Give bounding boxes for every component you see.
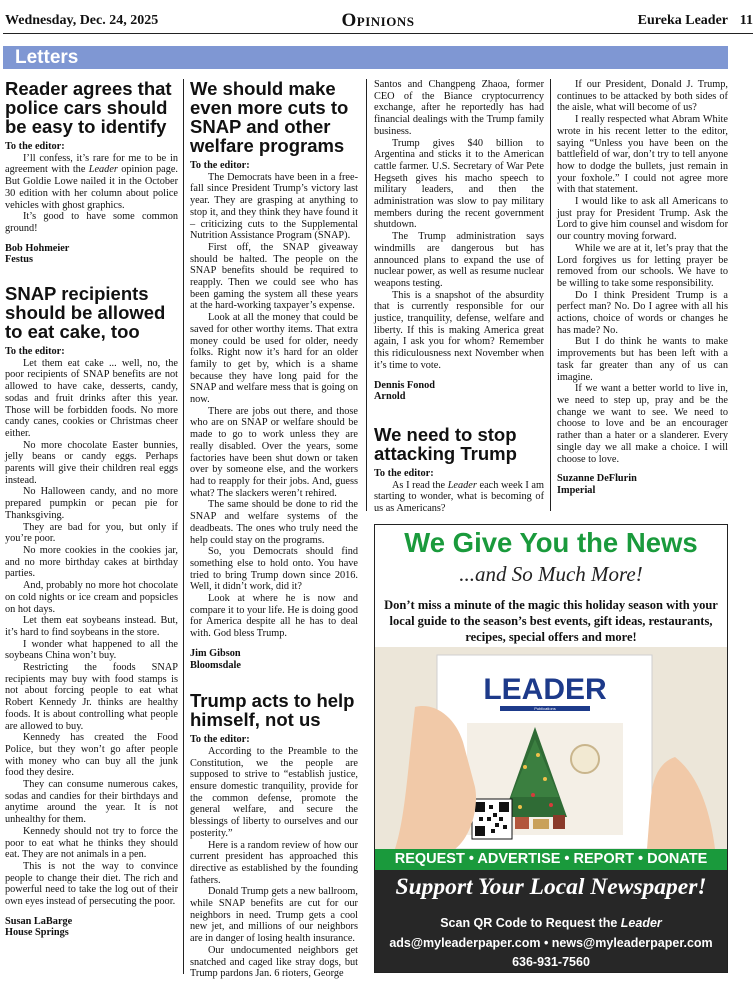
paragraph: I really respected what Abram White wrote in his recent letter to the editor, saying “Unless you have been on the battlefield of war, don’t try to tell anyone how to dodge the bullets, just remain in your foxhole.” I could not agree more with that statement.: [557, 114, 728, 196]
column-2: [190, 79, 358, 980]
paragraph: There are jobs out there, and those who are on SNAP or welfare should be made to go to work unless they are really disabled. Over the years, some factories have been shut down or taken over by someone else, and the workers had to reapply for their jobs. And, guess what? The slackers weren’t rehired.: [190, 405, 358, 499]
letter-headline: Reader agrees that police cars should be easy to identify: [5, 78, 172, 137]
paragraph: Look at all the money that could be saved for other worthy items. That extra money could be used for older, needy folks. Right now it’s hard for an older family to get by, which is a shame because they have long paid for the SNAP and welfare mess that is going on now.: [190, 312, 358, 406]
scan-qr-text: Scan QR Code to Request the Leader: [440, 916, 662, 930]
ad-body: Don’t miss a minute of the magic this holiday season with your local guide to the season’s best events, gift ideas, restaurants, recipes, special offers and more!: [384, 598, 718, 644]
paragraph: I would like to ask all Americans to just pray for President Trump. Ask the Lord to give him counsel and wisdom for our country moving forward.: [557, 196, 728, 243]
salutation: To the editor:: [374, 467, 434, 479]
paragraph: This is not the way to convince people to change their diet. The rich and powerful need to take the log out of their own eyes instead of persecuting the poor.: [5, 860, 178, 908]
paragraph: As I read the Leader each week I am starting to wonder, what is becoming of us as Americans?: [374, 479, 544, 515]
signature-town: Arnold: [374, 391, 406, 403]
ad-photo: [375, 647, 727, 849]
paragraph: Look at where he is now and compare it to your life. He is doing good for America despite all he has to deal with. God bless Trump.: [190, 593, 358, 640]
contact-phone[interactable]: 636-931-7560: [512, 955, 590, 969]
paragraph: I wonder what happened to all the soybeans China won’t buy.: [5, 638, 178, 662]
letter-headline: We should make even more cuts to SNAP and other welfare programs: [190, 78, 349, 156]
signature-town: Bloomsdale: [190, 659, 241, 671]
paragraph: I’ll confess, it’s rare for me to be in agreement with the Leader opinion page. But Goldie Lowe nailed it in the October 30 edition with her column about police vehicles with ghost graphics.: [5, 152, 178, 211]
signature-town: House Springs: [5, 927, 69, 939]
column-3: [374, 79, 544, 515]
banner-label: Letters: [15, 47, 79, 68]
column-divider: [550, 79, 551, 511]
ad-tagline: Support Your Local Newspaper!: [395, 874, 707, 900]
house-advertisement[interactable]: [374, 524, 728, 973]
paragraph: So, you Democrats should find something else to hold onto. You have tried to bring Trump down since 2016. Well, it didn’t work, did it?: [190, 546, 358, 593]
column-1: [5, 79, 178, 939]
signature-town: Festus: [5, 254, 34, 266]
paragraph: It’s good to have some common ground!: [5, 211, 178, 234]
page-number: 11: [739, 13, 753, 28]
ad-headline: We Give You the News: [404, 527, 698, 558]
signature-town: Imperial: [557, 484, 596, 496]
header-rule: [3, 33, 753, 34]
paragraph: If our President, Donald J. Trump, continues to be attacked by both sides of the aisle, what will become of us?: [557, 79, 728, 114]
page-header: [0, 0, 756, 34]
paragraph: No more cookies in the cookies jar, and no more birthday cakes at birthday parties.: [5, 544, 178, 580]
section-title: Opinions: [341, 10, 415, 31]
paragraph: They are bad for you, but only if you’re poor.: [5, 521, 178, 545]
signature-name: Dennis Fonod: [374, 379, 435, 391]
paper-name: Eureka Leader: [637, 13, 728, 28]
paragraph: Trump gives $40 billion to Argentina and sticks it to the American cattle farmer. U.S. Secretary of War Pete Hegseth gives his macho speech to military leaders, and then the administration was slow to pay military members during the recent government shutdown.: [374, 137, 544, 231]
newspaper-photo-illustration: [375, 647, 727, 849]
contact-emails[interactable]: ads@myleaderpaper.com • news@myleaderpaper.com: [389, 936, 713, 950]
paragraph: No more chocolate Easter bunnies, jelly beans or candy eggs. Perhaps parents will give their children real eggs instead.: [5, 439, 178, 486]
issue-date: Wednesday, Dec. 24, 2025: [5, 13, 159, 28]
paragraph: No Halloween candy, and no more prepared pumpkin or pecan pie for Thanksgiving.: [5, 486, 178, 521]
salutation: To the editor:: [190, 160, 250, 171]
paragraph: But I do think he wants to make improvements but has been left with a task far greater than any of us can imagine.: [557, 336, 728, 383]
letter-headline: We need to stop attacking Trump: [374, 423, 517, 464]
paragraph: Santos and Changpeng Zhaoa, former CEO of the Biance cryptocurrency exchange, after he reportedly has had financial dealings with the Trump family business.: [374, 79, 544, 137]
paragraph: If we want a better world to live in, we need to step up, pray and be the change we want to see. We need to choose to love and be an encourager rather than a hater or a slanderer. Every single day we all make a choice. I will choose to love.: [557, 383, 728, 465]
column-4: [557, 79, 728, 497]
letter-headline: SNAP recipients should be allowed to eat cake, too: [5, 283, 166, 343]
paragraph: Let them eat soybeans instead. But, it’s hard to find soybeans in the store.: [5, 615, 178, 638]
letter-headline: Trump acts to help himself, not us: [190, 690, 355, 731]
paragraph: The Trump administration says windmills are dangerous but has announced plans to expand the use of nuclear power, as well as resume nuclear weapons testing.: [374, 231, 544, 289]
paragraph: Kennedy should not try to force the poor to eat what he thinks they should eat. They are not animals in a pen.: [5, 825, 178, 861]
signature-name: Susan LaBarge: [5, 915, 73, 927]
paragraph: Donald Trump gets a new ballroom, while SNAP benefits are cut for our neighbors in need. Trump gets a cool new jet, and millions of our neighbors are in danger of losing health insurance.: [190, 886, 358, 945]
paragraph: This is a snapshot of the absurdity that is currently responsible for our justice, tranquility, defense, welfare and liberty. If this is making America great again, I ask you for whom? Remember this ridiculousness next November when it’s time to vote.: [374, 289, 544, 371]
paragraph: Restricting the foods SNAP recipients may buy with food stamps is not about forcing people to eat what Robert Kennedy Jr. thinks are healthy foods. It is about controlling what people are allowed to buy.: [5, 662, 178, 732]
salutation: To the editor:: [190, 734, 250, 746]
paragraph: Here is a random review of how our current president has approached this directive as established by the founding fathers.: [190, 839, 358, 886]
letters-banner: [3, 46, 728, 69]
paragraph: While we are at it, let’s pray that the Lord forgives us for letting prayer be removed from our schools. We have to be willing to take some responsibility.: [557, 242, 728, 289]
paragraph: Let them eat cake ... well, no, the poor recipients of SNAP benefits are not allowed to have cake, desserts, candy, sodas and fruit drinks after this year. Those will be forbidden foods. No more candy canes, cookies or Christmas cheer either.: [5, 357, 178, 439]
paragraph: They can consume numerous cakes, sodas and candies for their birthdays and anytime around the year. It is not unhealthy for them.: [5, 779, 178, 826]
ad-footer: [375, 870, 727, 973]
paragraph: The Democrats have been in a free-fall since President Trump’s victory last year. They are grasping at anything to stop it, and they think they have found it – criticizing cuts to the Supplemental Nutrition Assistance Program (SNAP).: [190, 171, 358, 242]
paragraph: According to the Preamble to the Constitution, we the people are supposed to strive to “establish justice, ensure domestic tranquility, provide for the common defense, promote the general welfare, and secure the blessings of liberty to ourselves and our posterity.”: [190, 745, 358, 839]
paragraph: First off, the SNAP giveaway should be halted. The people on the SNAP benefits should be required to reapply. Then we could see who has been gaming the system all these years at the hard-working taxpayer’s expense.: [190, 241, 358, 312]
salutation: To the editor:: [5, 141, 65, 152]
paragraph: The same should be done to rid the SNAP and welfare systems of the deadbeats. The ones who truly need the help could stay on the programs.: [190, 499, 358, 546]
salutation: To the editor:: [5, 346, 65, 358]
paragraph: Do I think President Trump is a perfect man? No. Do I agree with all his actions, choice of words or changes he has made? No.: [557, 289, 728, 336]
signature-name: Suzanne DeFlurin: [557, 473, 637, 485]
column-divider: [366, 79, 367, 511]
signature-name: Jim Gibson: [190, 647, 241, 659]
column-divider: [183, 79, 184, 974]
logo-subtitle: Publications: [534, 706, 556, 711]
ad-subhead: ...and So Much More!: [459, 562, 643, 586]
paragraph: Our undocumented neighbors get snatched and caged like stray dogs, but Trump pardons Jan. 6 rioters, George: [190, 944, 358, 980]
ad-action-bar: REQUEST • ADVERTISE • REPORT • DONATE: [375, 849, 727, 870]
leader-logo: LEADER: [483, 673, 607, 706]
paragraph: Kennedy has created the Food Police, but they won’t go after people with money who can buy all the junk food they desire.: [5, 732, 178, 779]
paragraph: And, probably no more hot chocolate on cold nights or ice cream and popsicles on hot days.: [5, 580, 178, 615]
signature-name: Bob Hohmeier: [5, 242, 70, 254]
